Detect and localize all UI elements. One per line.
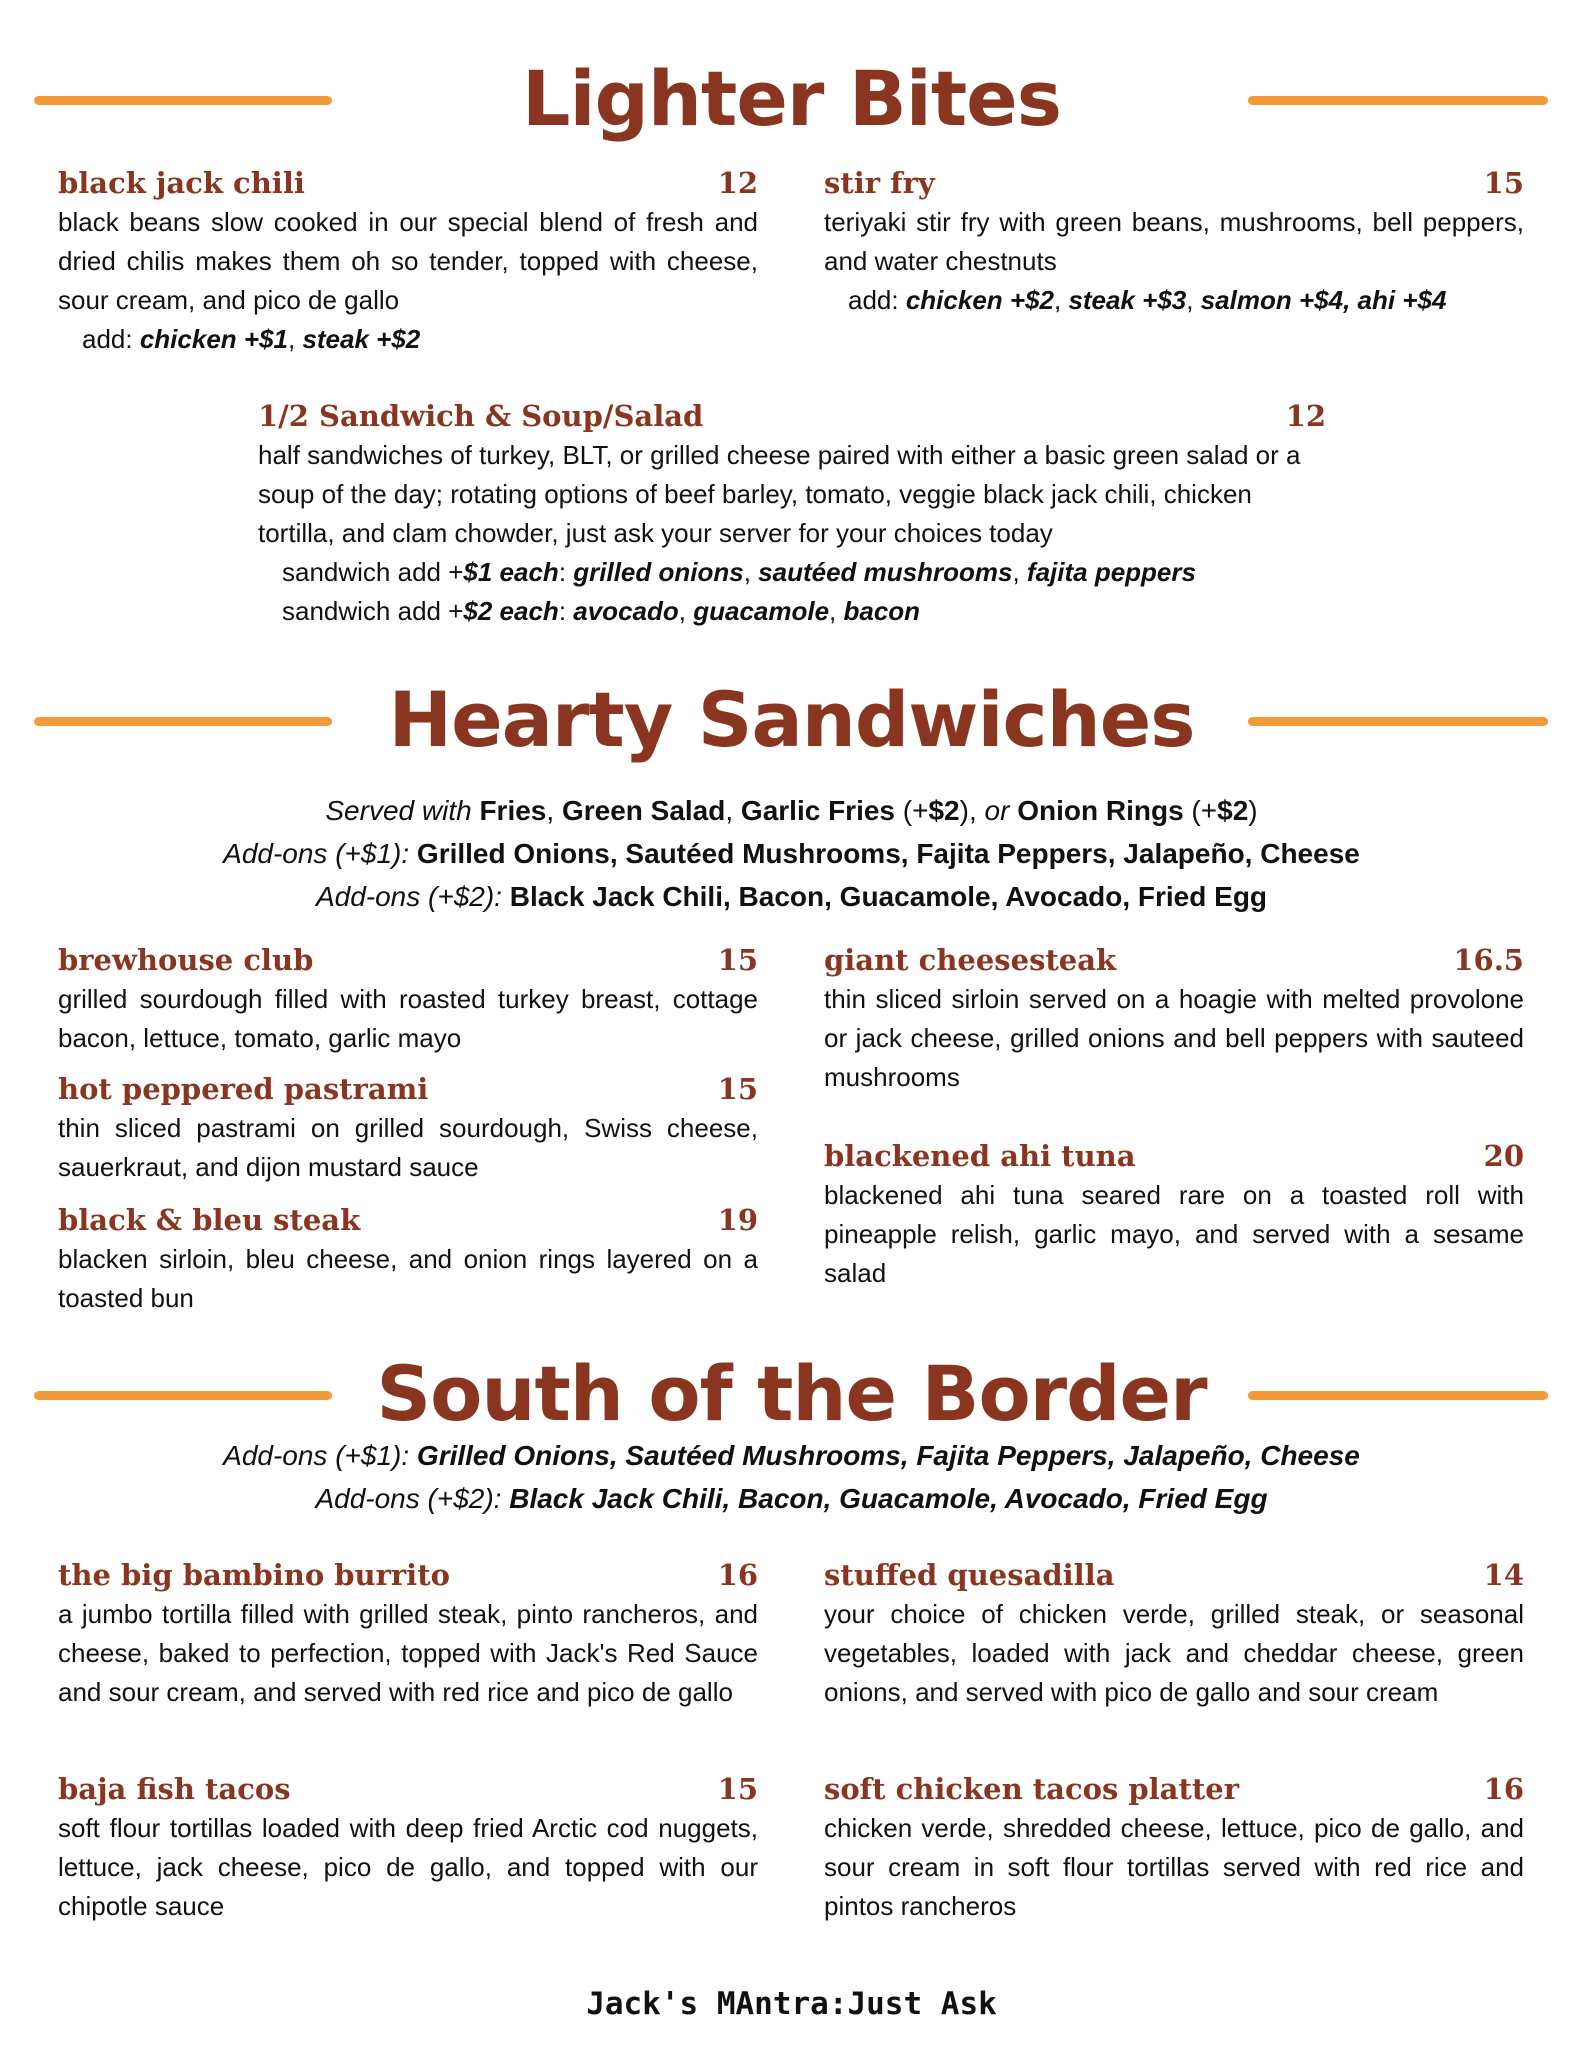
section-title-hearty-sandwiches: Hearty Sandwiches	[388, 675, 1195, 764]
item-description: half sandwiches of turkey, BLT, or grilled cheese paired with either a basic green salad or a soup of the day; rotating options of beef barley, tomato, veggie black jack chili, chicken tortilla, and clam chowder, just ask your server for your choices today	[258, 440, 1301, 548]
border-addons-info	[0, 1434, 1583, 1520]
addon-prefix: add:	[82, 324, 140, 354]
item-description: black beans slow cooked in our special blend of fresh and dried chilis makes them oh so tender, topped with cheese, sour cream, and pico de gallo	[58, 207, 758, 315]
side-extra-close: ),	[959, 795, 985, 826]
side-option: Green Salad	[561, 795, 726, 826]
addon-prefix: sandwich add +	[282, 557, 464, 587]
item-addons	[58, 320, 758, 359]
item-name: 1/2 Sandwich & Soup/Salad	[258, 399, 704, 433]
item-price: 12	[717, 166, 758, 200]
addons-items: Black Jack Chili, Bacon, Guacamole, Avocado, Fried Egg	[509, 1483, 1268, 1514]
side-extra-price: $2	[1217, 795, 1249, 826]
addon-separator: ,	[1012, 557, 1027, 587]
item-price: 19	[717, 1203, 758, 1237]
addon-option: fajita peppers	[1026, 557, 1196, 587]
menu-item-hot-peppered-pastrami	[58, 1070, 758, 1187]
item-addons	[824, 281, 1524, 320]
item-description: grilled sourdough filled with roasted turkey breast, cottage bacon, lettuce, tomato, garlic mayo	[58, 984, 758, 1053]
addon-option: steak +$3	[1068, 285, 1187, 315]
addon-separator: ,	[743, 557, 759, 587]
addon-price: $2 each	[463, 596, 559, 626]
menu-item-half-sandwich	[258, 397, 1326, 631]
addon-colon: :	[558, 557, 574, 587]
side-extra-price: $2	[928, 795, 960, 826]
item-price: 15	[717, 943, 758, 977]
item-name: black & bleu steak	[58, 1203, 361, 1237]
item-price: 16.5	[1453, 943, 1524, 977]
addon-separator: ,	[829, 596, 844, 626]
menu-item-blackened-ahi-tuna	[824, 1137, 1524, 1293]
side-separator: ,	[725, 795, 741, 826]
footer-mantra: Jack's MAntra:Just Ask	[586, 1986, 997, 2022]
menu-item-black-bleu-steak	[58, 1201, 758, 1318]
item-header	[58, 1201, 758, 1240]
item-price: 16	[717, 1558, 758, 1592]
addon-separator: ,	[678, 596, 694, 626]
item-price: 15	[717, 1072, 758, 1106]
item-header	[824, 941, 1524, 980]
addon-prefix: add:	[848, 285, 906, 315]
item-description: soft flour tortillas loaded with deep fried Arctic cod nuggets, lettuce, jack cheese, pico de gallo, and topped with our chipotle sauce	[58, 1813, 758, 1921]
sandwich-sides-info	[0, 789, 1583, 918]
addon-price: $1 each	[463, 557, 559, 587]
item-price: 12	[1285, 399, 1326, 433]
addons-items: Black Jack Chili, Bacon, Guacamole, Avocado, Fried Egg	[509, 881, 1268, 912]
addons-line-2	[0, 1477, 1583, 1520]
menu-item-brewhouse-club	[58, 941, 758, 1058]
menu-item-soft-chicken-tacos-platter	[824, 1770, 1524, 1926]
item-name: brewhouse club	[58, 943, 314, 977]
section-title-lighter-bites: Lighter Bites	[522, 54, 1061, 143]
addon-option: guacamole	[693, 596, 830, 626]
side-option: Garlic Fries	[740, 795, 896, 826]
item-header	[58, 164, 758, 203]
addon-prefix: sandwich add +	[282, 596, 464, 626]
item-name: the big bambino burrito	[58, 1558, 450, 1592]
addon-option: bacon	[843, 596, 921, 626]
item-name: blackened ahi tuna	[824, 1139, 1136, 1173]
item-description: a jumbo tortilla filled with grilled steak, pinto rancheros, and cheese, baked to perfection, topped with Jack's Red Sauce and sour cream, and served with red rice and pico de gallo	[58, 1599, 758, 1707]
item-name: hot peppered pastrami	[58, 1072, 429, 1106]
item-description: your choice of chicken verde, grilled steak, or seasonal vegetables, loaded with jack and cheddar cheese, green onions, and served with pico de gallo and sour cream	[824, 1599, 1524, 1707]
menu-item-baja-fish-tacos	[58, 1770, 758, 1926]
menu-item-big-bambino-burrito	[58, 1556, 758, 1712]
item-description: teriyaki stir fry with green beans, mushrooms, bell peppers, and water chestnuts	[824, 207, 1524, 276]
section-title-south-of-the-border: South of the Border	[376, 1349, 1207, 1438]
item-description: chicken verde, shredded cheese, lettuce, pico de gallo, and sour cream in soft flour tortillas served with red rice and pintos rancheros	[824, 1813, 1524, 1921]
item-description: blackened ahi tuna seared rare on a toasted roll with pineapple relish, garlic mayo, and served with a sesame salad	[824, 1180, 1524, 1288]
side-extra-open: (+	[895, 795, 929, 826]
addon-option: chicken +$2	[905, 285, 1054, 315]
addon-separator: ,	[287, 324, 303, 354]
addons-label: Add-ons (+$1):	[223, 838, 417, 869]
side-or: or	[984, 795, 1018, 826]
side-extra-open: (+	[1183, 795, 1218, 826]
item-header	[824, 1556, 1524, 1595]
item-name: stir fry	[824, 166, 935, 200]
item-header	[258, 397, 1326, 436]
addons-items: Grilled Onions, Sautéed Mushrooms, Fajita Peppers, Jalapeño, Cheese	[416, 1440, 1360, 1471]
item-header	[58, 1070, 758, 1109]
addons-line-1	[0, 1434, 1583, 1477]
side-option: Fries	[479, 795, 547, 826]
item-price: 20	[1483, 1139, 1524, 1173]
addon-separator: ,	[1186, 285, 1201, 315]
item-header	[824, 1137, 1524, 1176]
item-description: thin sliced pastrami on grilled sourdough, Swiss cheese, sauerkraut, and dijon mustard sauce	[58, 1113, 758, 1182]
menu-item-stir-fry	[824, 164, 1524, 320]
item-price: 14	[1483, 1558, 1524, 1592]
addon-option: steak +$2	[302, 324, 421, 354]
addon-option: salmon +$4, ahi +$4	[1200, 285, 1447, 315]
item-description: blacken sirloin, bleu cheese, and onion rings layered on a toasted bun	[58, 1244, 758, 1313]
item-price: 15	[717, 1772, 758, 1806]
menu-item-black-jack-chili	[58, 164, 758, 359]
item-name: black jack chili	[58, 166, 305, 200]
addons-line-2	[0, 875, 1583, 918]
addon-option: grilled onions	[573, 557, 744, 587]
item-name: soft chicken tacos platter	[824, 1772, 1239, 1806]
addon-option: sautéed mushrooms	[758, 557, 1013, 587]
side-extra-close: )	[1248, 795, 1258, 826]
served-with-line	[0, 789, 1583, 832]
addon-colon: :	[558, 596, 574, 626]
item-description: thin sliced sirloin served on a hoagie with melted provolone or jack cheese, grilled onions and bell peppers with sauteed mushrooms	[824, 984, 1524, 1092]
addons-label: Add-ons (+$2):	[315, 881, 510, 912]
side-separator: ,	[546, 795, 562, 826]
addons-line-1	[0, 832, 1583, 875]
item-price: 16	[1483, 1772, 1524, 1806]
side-option: Onion Rings	[1017, 795, 1184, 826]
addon-separator: ,	[1053, 285, 1069, 315]
item-name: baja fish tacos	[58, 1772, 291, 1806]
item-name: stuffed quesadilla	[824, 1558, 1115, 1592]
item-header	[824, 1770, 1524, 1809]
item-header	[824, 164, 1524, 203]
served-lead: Served with	[325, 795, 480, 826]
item-price: 15	[1483, 166, 1524, 200]
addons-label: Add-ons (+$1):	[223, 1440, 417, 1471]
item-header	[58, 1556, 758, 1595]
item-name: giant cheesesteak	[824, 943, 1117, 977]
addons-items: Grilled Onions, Sautéed Mushrooms, Fajita Peppers, Jalapeño, Cheese	[416, 838, 1360, 869]
item-header	[58, 1770, 758, 1809]
addons-label: Add-ons (+$2):	[315, 1483, 510, 1514]
item-addons-line-1	[258, 553, 1326, 592]
addon-option: avocado	[573, 596, 679, 626]
addon-option: chicken +$1	[139, 324, 288, 354]
menu-item-stuffed-quesadilla	[824, 1556, 1524, 1712]
item-header	[58, 941, 758, 980]
menu-item-giant-cheesesteak	[824, 941, 1524, 1097]
item-addons-line-2	[258, 592, 1326, 631]
